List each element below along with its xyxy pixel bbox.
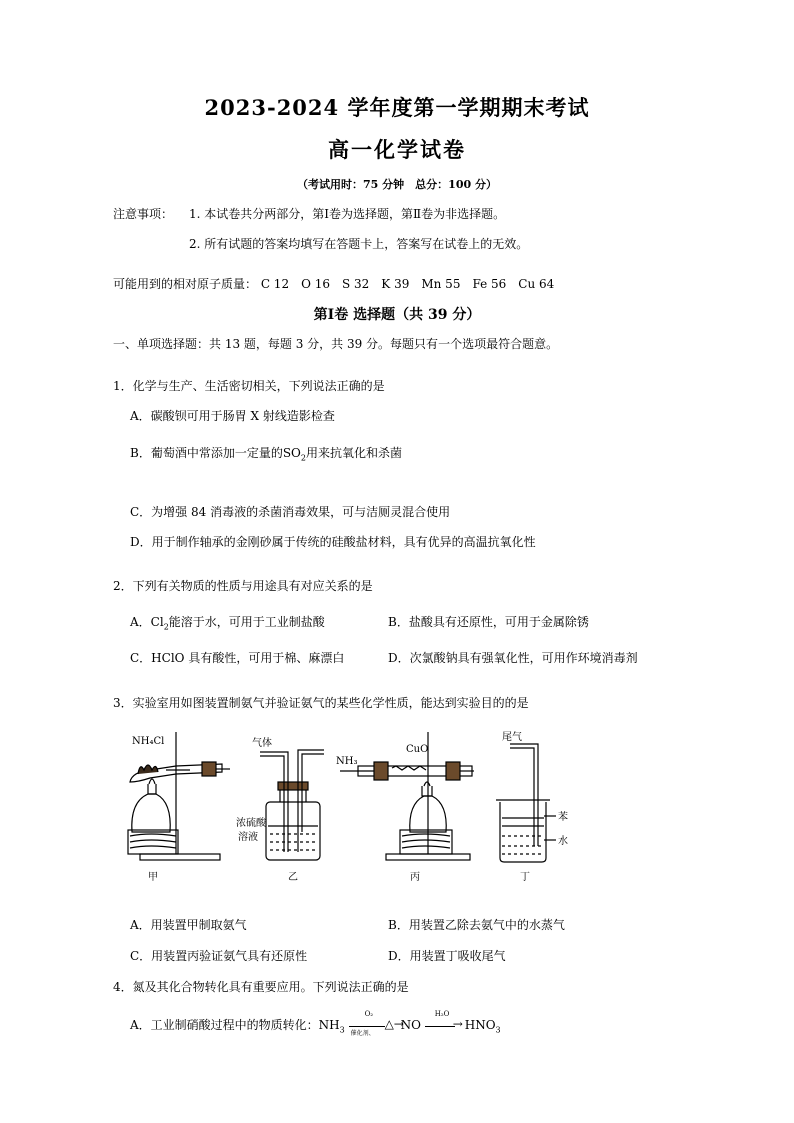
label-ding: 丁 [520,872,530,882]
label-acid-1: 浓硫酸 [236,818,266,829]
label-tail-gas: 尾气 [502,732,522,743]
section-instruction: 一、单项选择题：共 13 题，每题 3 分，共 39 分。每题只有一个选项最符合题意。 [113,337,559,351]
notes-item-1: 1. 本试卷共分两部分，第Ⅰ卷为选择题，第Ⅱ卷为非选择题。 [189,207,506,221]
q3-option-a: A．用装置甲制取氨气 [130,918,247,932]
label-nh3: NH₃ [336,756,358,767]
q1-option-a: A．碳酸钡可用于肠胃 X 射线造影检查 [130,409,335,423]
exam-meta: （考试用时：75 分钟 总分：100 分） [297,178,497,191]
q4-stem: 4．氮及其化合物转化具有重要应用。下列说法正确的是 [113,980,409,994]
exam-title: 2023-2024 学年度第一学期期末考试 [204,95,590,120]
q3-option-d: D．用装置丁吸收尾气 [388,949,506,963]
label-benzene: 苯 [558,812,568,823]
label-acid-2: 溶液 [238,832,258,843]
q3-stem: 3．实验室用如图装置制氨气并验证氨气的某些化学性质，能达到实验目的的是 [113,696,529,710]
q3-apparatus-figure [110,722,590,882]
q2-option-c: C．HClO 具有酸性，可用于棉、麻漂白 [130,651,345,665]
atomic-masses: 可能用到的相对原子质量： C 12 O 16 S 32 K 39 Mn 55 Fe 56 Cu 64 [113,277,555,291]
q2-option-b: B．盐酸具有还原性，可用于金属除锈 [388,615,589,629]
label-yi: 乙 [288,872,298,882]
q1-option-b: B．葡萄酒中常添加一定量的$SO_2$用来抗氧化和杀菌 [130,446,402,463]
q2-option-a: A．$Cl_2$能溶于水，可用于工业制盐酸 [130,615,325,632]
q1-option-d: D．用于制作轴承的金刚砂属于传统的硅酸盐材料，具有优异的高温抗氧化性 [130,535,536,549]
label-bing: 丙 [410,872,420,882]
exam-subtitle: 高一化学试卷 [328,137,466,162]
label-jia: 甲 [148,872,158,882]
q4-option-a: A．工业制硝酸过程中的物质转化：$NH_3$ O₂ 催化剂、 △→ NO H₂O → $HNO_3$ [130,1009,501,1037]
q3-option-c: C．用装置丙验证氨气具有还原性 [130,949,308,963]
label-nh4cl: NH₄Cl [132,736,165,747]
q1-option-c: C．为增强 84 消毒液的杀菌消毒效果，可与洁厕灵混合使用 [130,505,451,519]
label-cuo: CuO [406,744,429,755]
q2-stem: 2．下列有关物质的性质与用途具有对应关系的是 [113,579,373,593]
q3-option-b: B．用装置乙除去氨气中的水蒸气 [388,918,565,932]
notes-label: 注意事项： [113,207,174,221]
label-gas-in: 气体 [252,738,272,749]
section-title: 第Ⅰ卷 选择题（共 39 分） [313,307,481,323]
q1-stem: 1．化学与生产、生活密切相关，下列说法正确的是 [113,379,385,393]
reaction-arrow-2: H₂O → [425,1019,465,1033]
q2-option-d: D．次氯酸钠具有强氧化性，可用作环境消毒剂 [388,651,638,665]
label-water: 水 [558,836,568,847]
reaction-arrow-1: O₂ 催化剂、 △→ [350,1009,404,1037]
notes-item-2: 2. 所有试题的答案均填写在答题卡上，答案写在试卷上的无效。 [189,237,529,251]
